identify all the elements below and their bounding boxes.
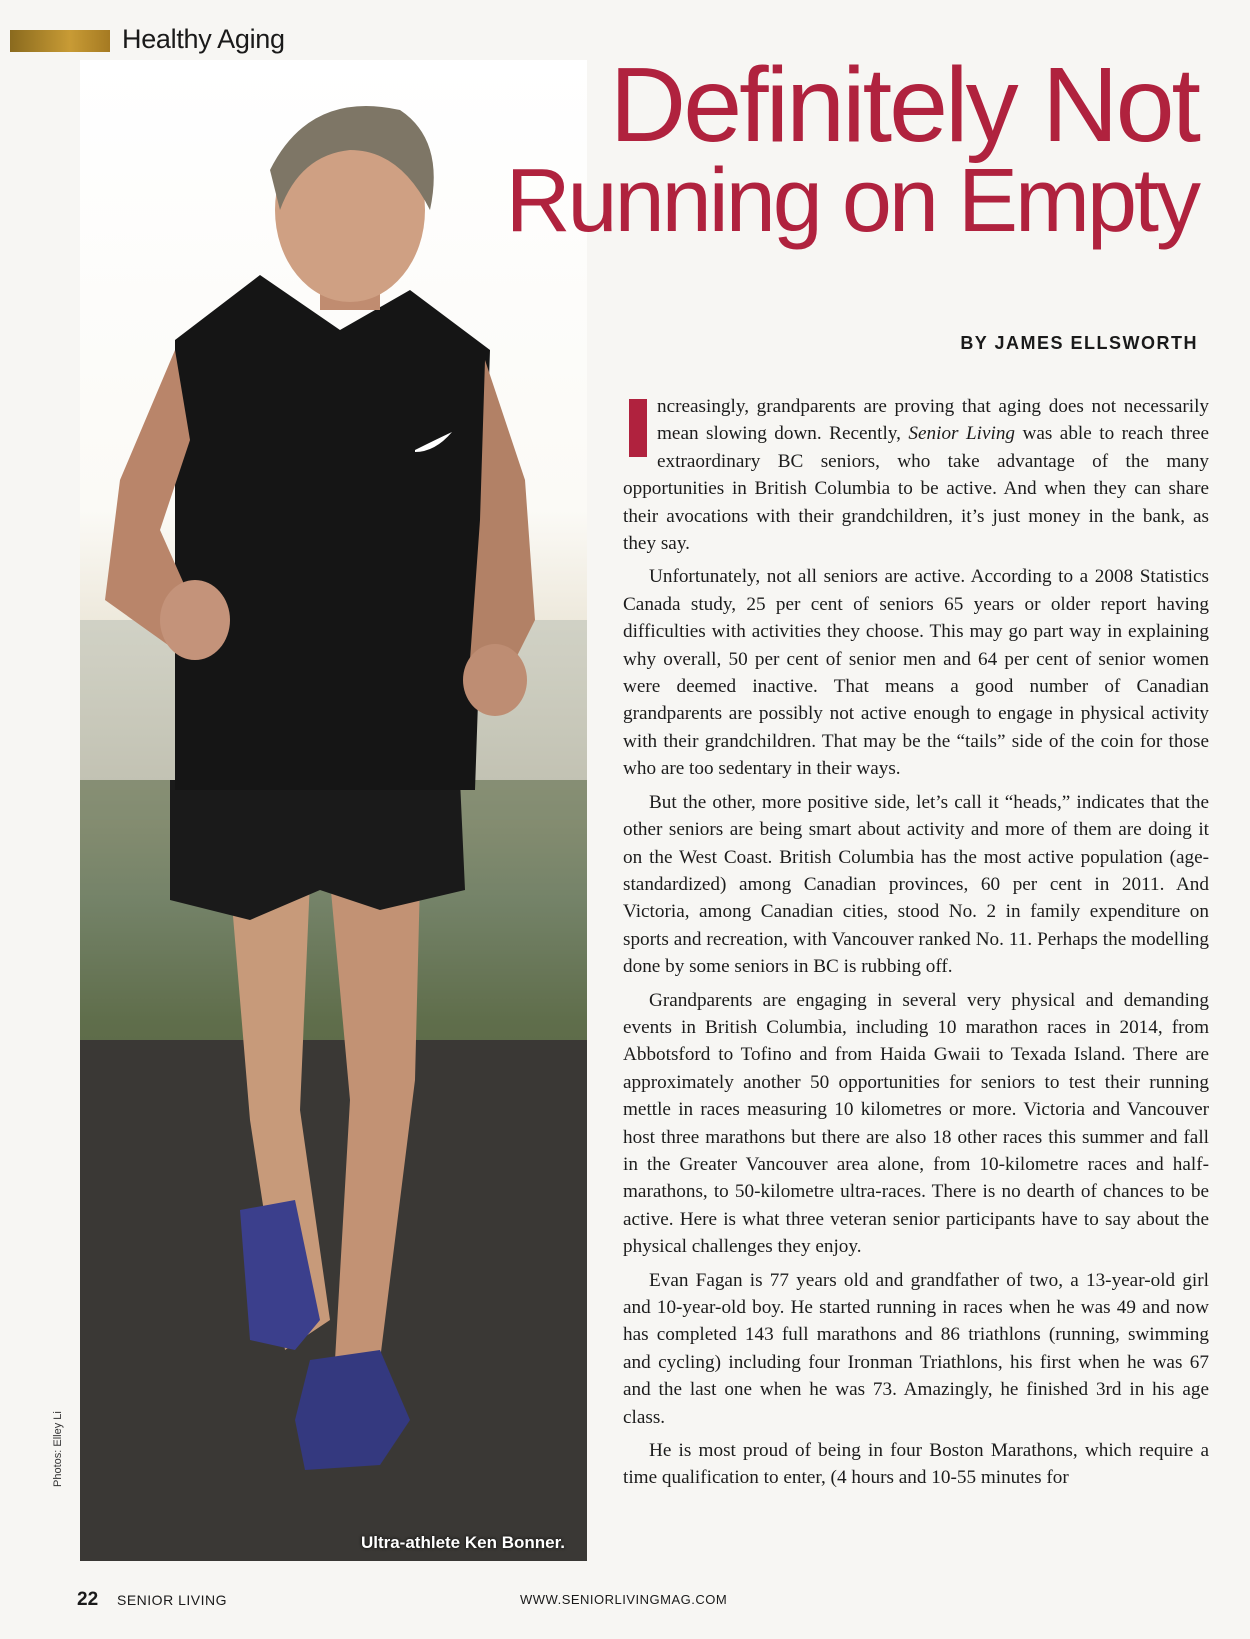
publication-name: Senior Living — [908, 423, 1016, 445]
section-label: Healthy Aging — [122, 24, 285, 54]
article-title — [505, 46, 1198, 251]
title-line-1: Definitely Not — [609, 46, 1198, 164]
section-color-bar — [10, 30, 110, 52]
paragraph-1-text: ncreasingly, grandparents are proving that aging does not necessarily mean slowing down. Recently, — [657, 396, 1209, 445]
magazine-url[interactable]: WWW.SENIORLIVINGMAG.COM — [520, 1592, 728, 1607]
paragraph-6: He is most proud of being in four Boston Marathons, which require a time qualification to enter, (4 hours and 10-55 minutes for — [623, 1440, 1209, 1489]
page-number: 22 — [77, 1589, 99, 1610]
runner-illustration — [80, 60, 587, 1561]
runner-photo — [80, 60, 587, 1561]
paragraph-2: Unfortunately, not all seniors are active. According to a 2008 Statistics Canada study, 25 per cent of seniors 65 years or older report having difficulties with activities they choose. This may go part way in explaining why overall, 50 per cent of senior men and 64 per cent of senior women were deemed inactive. That means a good number of Canadian grandparents are possibly not active enough to engage in physical activity with their grandchildren. That may be the “tails” side of the coin for those who are too sedentary in their ways. — [623, 566, 1209, 780]
title-line-2: Running on Empty — [505, 151, 1198, 251]
paragraph-1 — [623, 393, 1209, 557]
paragraph-5: Evan Fagan is 77 years old and grandfather of two, a 13-year-old girl and 10-year-old boy. He started running in races when he was 49 and now has completed 143 full marathons and 86 triathlons (running, swimming and cycling) including four Ironman Triathlons, his first when he was 67 and the last one when he was 73. Amazingly, he finished 3rd in his age class. — [623, 1269, 1209, 1428]
paragraph-1-end: was able to reach three extraordinary BC seniors, who take advantage of the many opportunities in British Columbia to be active. And when they can share their avocations with their grandchildren, it’s just money in the bank, as they say. — [623, 423, 1209, 555]
photo-caption: Ultra-athlete Ken Bonner. — [360, 1533, 565, 1552]
paragraph-3: But the other, more positive side, let’s call it “heads,” indicates that the other seniors are being smart about activity and more of them are doing it on the West Coast. British Columbia has the most active population (age-standardized) among Canadian provinces, 60 per cent in 2011. And Victoria, among Canadian cities, stood No. 2 in family expenditure on sports and recreation, with Vancouver ranked No. 11. Perhaps the modelling done by some seniors in BC is rubbing off. — [623, 791, 1209, 978]
drop-cap — [629, 399, 647, 457]
byline: BY JAMES ELLSWORTH — [960, 333, 1198, 353]
paragraph-4: Grandparents are engaging in several very physical and demanding events in British Columbia, including 10 marathon races in 2014, from Abbotsford to Tofino and from Haida Gwaii to Texada Island. There are approximately another 50 opportunities for seniors to test their running mettle in races measuring 10 kilometres or more. Victoria and Vancouver host three marathons but there are also 18 other races this summer and fall in the Greater Vancouver area alone, from 10-kilometre races and half-marathons, to 50-kilometre ultra-races. There is no dearth of chances to be active. Here is what three veteran senior participants have to say about the physical challenges they enjoy. — [623, 989, 1209, 1258]
magazine-name: SENIOR LIVING — [117, 1592, 227, 1608]
photo-credit: Photos: Elley Li — [52, 1411, 64, 1487]
article-body — [623, 393, 1209, 1498]
